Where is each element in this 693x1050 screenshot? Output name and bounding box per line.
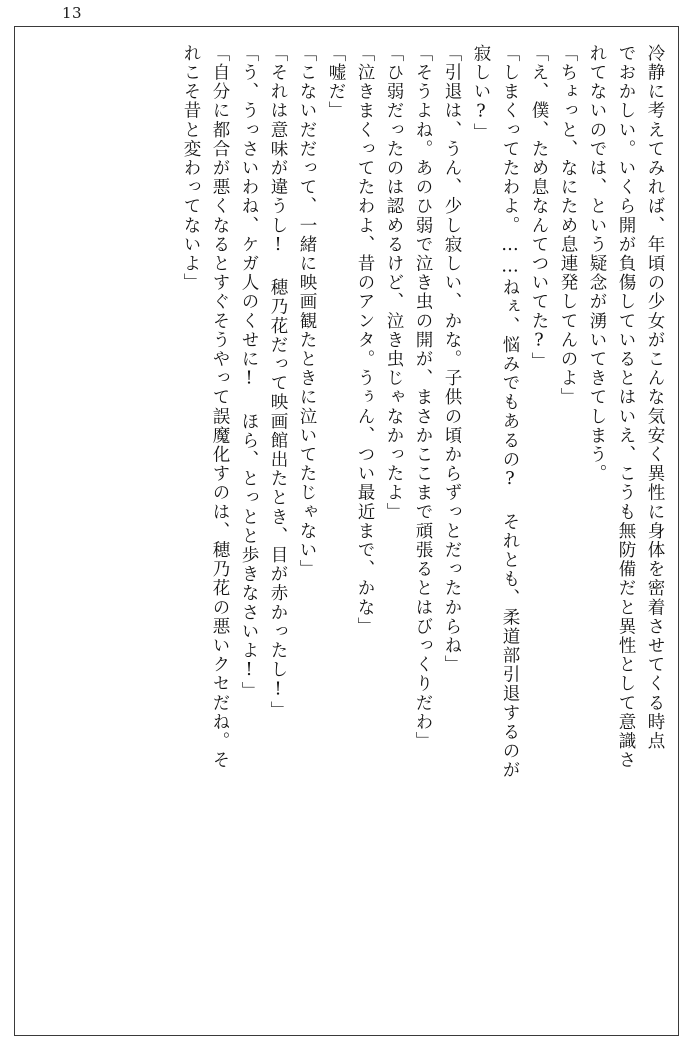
text-line: でおかしい。いくら開が負傷しているとはいえ、こうも無防備だと異性として意識さ [616,44,636,770]
text-line: 「え、僕、ため息なんてついてた?」 [529,44,549,372]
text-line: 冷静に考えてみれば、年頃の少女がこんな気安く異性に身体を密着させてくる時点 [645,44,665,751]
page-number: 13 [62,4,83,22]
text-line: れこそ昔と変わってないよ」 [181,44,201,293]
text-line: 「う、うっさいわね、ケガ人のくせに! ほら、とっとと歩きなさいよ!」 [239,44,259,701]
text-line: れてないのでは、という疑念が湧いてきてしまう。 [587,44,607,484]
text-line: 「引退は、うん、少し寂しい、かな。子供の頃からずっとだったからね」 [442,44,462,675]
page-text-body [24,44,669,1016]
text-line: 「泣きまくってたわよ、昔のアンタ。うぅん、つい最近まで、かな」 [355,44,375,637]
text-line: 「嘘だ」 [326,44,346,121]
text-line: 「自分に都合が悪くなるとすぐそうやって誤魔化すのは、穂乃花の悪いクセだね。そ [210,44,230,770]
text-line: 寂しい?」 [471,44,491,142]
text-line: 「ちょっと、なにため息連発してんのよ」 [558,44,578,407]
text-line: 「しまくってたわよ。……ねぇ、悩みでもあるの? それとも、柔道部引退するのが [500,44,520,780]
text-line: 「そうよね。あのひ弱で泣き虫の開が、まさかここまで頑張るとはびっくりだわ」 [413,44,433,751]
text-line: 「ひ弱だったのは認めるけど、泣き虫じゃなかったよ」 [384,44,404,522]
text-line: 「それは意味が違うし! 穂乃花だって映画館出たとき、目が赤かったし!」 [268,44,288,720]
text-line: 「こないだだって、一緒に映画観たときに泣いてたじゃない」 [297,44,317,579]
